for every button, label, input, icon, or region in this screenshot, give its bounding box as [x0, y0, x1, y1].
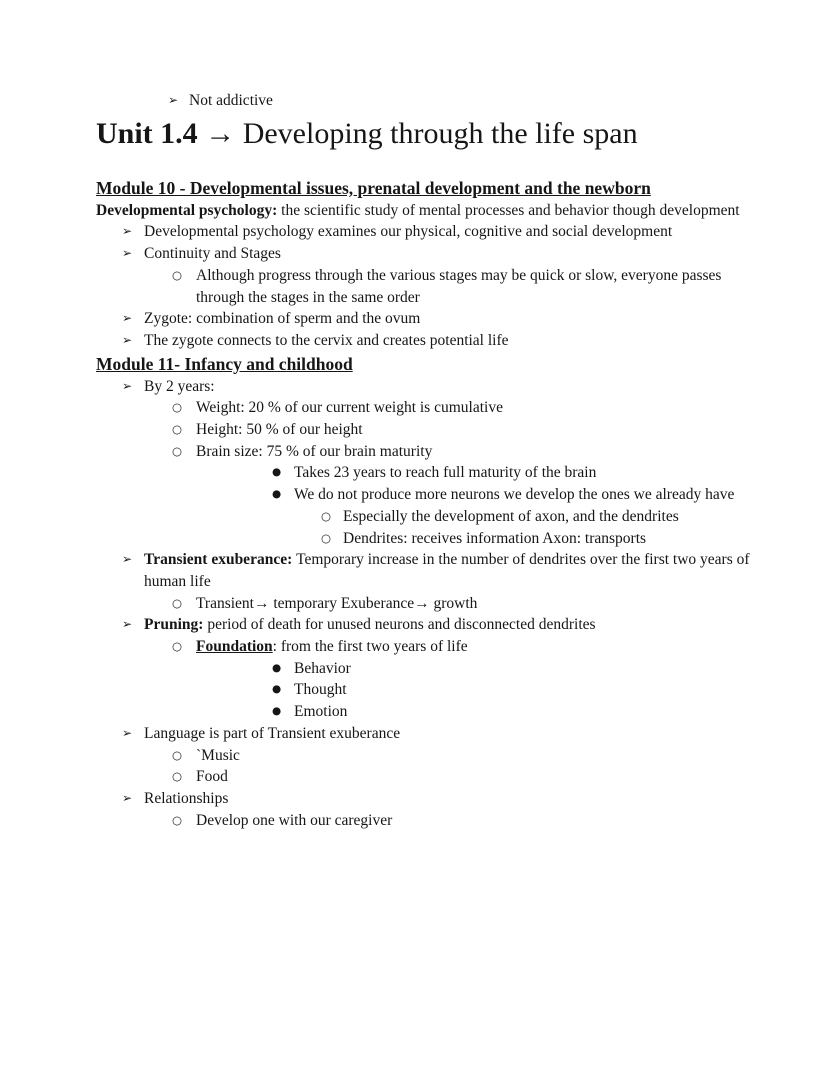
- text-run: Continuity and Stages: [144, 245, 281, 263]
- list-item: [96, 549, 752, 592]
- text-run: period of death for unused neurons and disconnected dendrites: [207, 616, 596, 634]
- list-item: [96, 723, 752, 745]
- text-run: Emotion: [294, 703, 348, 721]
- text-run: Zygote: combination of sperm and the ovum: [144, 310, 421, 328]
- list-item: [96, 528, 752, 550]
- list-item: [96, 419, 752, 441]
- arrow-bullet-icon: ➢: [122, 725, 133, 740]
- list-item: [96, 658, 752, 680]
- text-run: Developmental psychology:: [96, 201, 282, 219]
- list-item: [96, 484, 752, 506]
- arrow-bullet-icon: ➢: [168, 93, 179, 107]
- list-item: [96, 636, 752, 658]
- text-run: Module 11- Infancy and childhood: [96, 353, 353, 374]
- text-run: Develop one with our caregiver: [196, 811, 393, 829]
- arrow-bullet-icon: ➢: [122, 790, 133, 805]
- arrow-bullet-icon: ➢: [122, 224, 133, 239]
- list-item: [96, 308, 752, 330]
- list-item: [96, 397, 752, 419]
- disc-bullet-icon: ●: [272, 705, 282, 718]
- list-item: [96, 766, 752, 788]
- text-run: Language is part of Transient exuberance: [144, 724, 401, 742]
- arrow-bullet-icon: ➢: [122, 311, 133, 326]
- disc-bullet-icon: ●: [272, 466, 282, 479]
- list-item: [96, 462, 752, 484]
- list-item: [96, 593, 752, 615]
- text-run: Not addictive: [189, 92, 273, 109]
- text-run: Developmental psychology examines our physical, cognitive and social development: [144, 223, 673, 241]
- list-item: [96, 441, 752, 463]
- arrow-bullet-icon: ➢: [122, 552, 133, 567]
- list-item: [96, 221, 752, 243]
- text-run: Height: 50 % of our height: [196, 421, 363, 439]
- circle-bullet-icon: ○: [172, 267, 183, 282]
- text-run: Especially the development of axon, and the dendrites: [343, 507, 679, 525]
- list-item: [96, 265, 752, 308]
- list-item: [96, 330, 752, 352]
- text-run: the scientific study of mental processes and behavior though development: [281, 201, 740, 219]
- text-run: Weight: 20 % of our current weight is cumulative: [196, 399, 503, 417]
- text-run: We do not produce more neurons we develop the ones we already have: [294, 486, 735, 504]
- arrow-bullet-icon: ➢: [122, 332, 133, 347]
- list-item: [96, 614, 752, 636]
- text-run: `Music: [196, 746, 240, 764]
- text-run: : from the first two years of life: [272, 638, 468, 656]
- text-run: Module 10 - Developmental issues, prenatal development and the newborn: [96, 177, 651, 198]
- paragraph: [96, 200, 752, 222]
- arrow-bullet-icon: ➢: [122, 617, 133, 632]
- section-heading: [96, 176, 752, 200]
- list-item: [96, 810, 752, 832]
- text-run: Transient exuberance:: [144, 551, 297, 569]
- text-run: Pruning:: [144, 616, 208, 634]
- document-body: [96, 90, 752, 831]
- text-run: Temporary increase in the number of dendrites over the first two years of human life: [144, 551, 754, 590]
- text-run: Dendrites: receives information Axon: transports: [343, 529, 647, 547]
- text-run: Brain size: 75 % of our brain maturity: [196, 442, 433, 460]
- circle-bullet-icon: ○: [172, 443, 183, 458]
- circle-bullet-icon: ○: [172, 400, 183, 415]
- text-run: The zygote connects to the cervix and creates potential life: [144, 331, 509, 349]
- text-run: Food: [196, 768, 228, 786]
- list-item: [96, 90, 752, 112]
- text-run: By 2 years:: [144, 377, 215, 395]
- text-run: Takes 23 years to reach full maturity of the brain: [294, 464, 597, 482]
- circle-bullet-icon: ○: [172, 595, 183, 610]
- list-item: [96, 376, 752, 398]
- text-run: Thought: [294, 681, 347, 699]
- list-item: [96, 701, 752, 723]
- list-item: [96, 679, 752, 701]
- list-item: [96, 788, 752, 810]
- arrow-bullet-icon: ➢: [122, 246, 133, 261]
- list-item: [96, 243, 752, 265]
- disc-bullet-icon: ●: [272, 661, 282, 674]
- circle-bullet-icon: ○: [321, 530, 332, 545]
- text-run: Transient→ temporary Exuberance→ growth: [196, 594, 478, 612]
- text-run: Unit 1.4: [96, 116, 206, 150]
- circle-bullet-icon: ○: [321, 508, 332, 523]
- text-run: → Developing through the life span: [205, 116, 638, 150]
- disc-bullet-icon: ●: [272, 683, 282, 696]
- circle-bullet-icon: ○: [172, 422, 183, 437]
- text-run: Although progress through the various stages may be quick or slow, everyone passes through the stages in the same order: [196, 266, 726, 306]
- disc-bullet-icon: ●: [272, 488, 282, 501]
- text-run: Foundation: [196, 638, 273, 656]
- list-item: [96, 506, 752, 528]
- arrow-bullet-icon: ➢: [122, 378, 133, 393]
- circle-bullet-icon: ○: [172, 812, 183, 827]
- section-heading: [96, 352, 752, 376]
- text-run: Relationships: [144, 789, 229, 807]
- circle-bullet-icon: ○: [172, 639, 183, 654]
- text-run: Behavior: [294, 659, 351, 677]
- document-title: [96, 112, 752, 156]
- list-item: [96, 745, 752, 767]
- circle-bullet-icon: ○: [172, 769, 183, 784]
- circle-bullet-icon: ○: [172, 747, 183, 762]
